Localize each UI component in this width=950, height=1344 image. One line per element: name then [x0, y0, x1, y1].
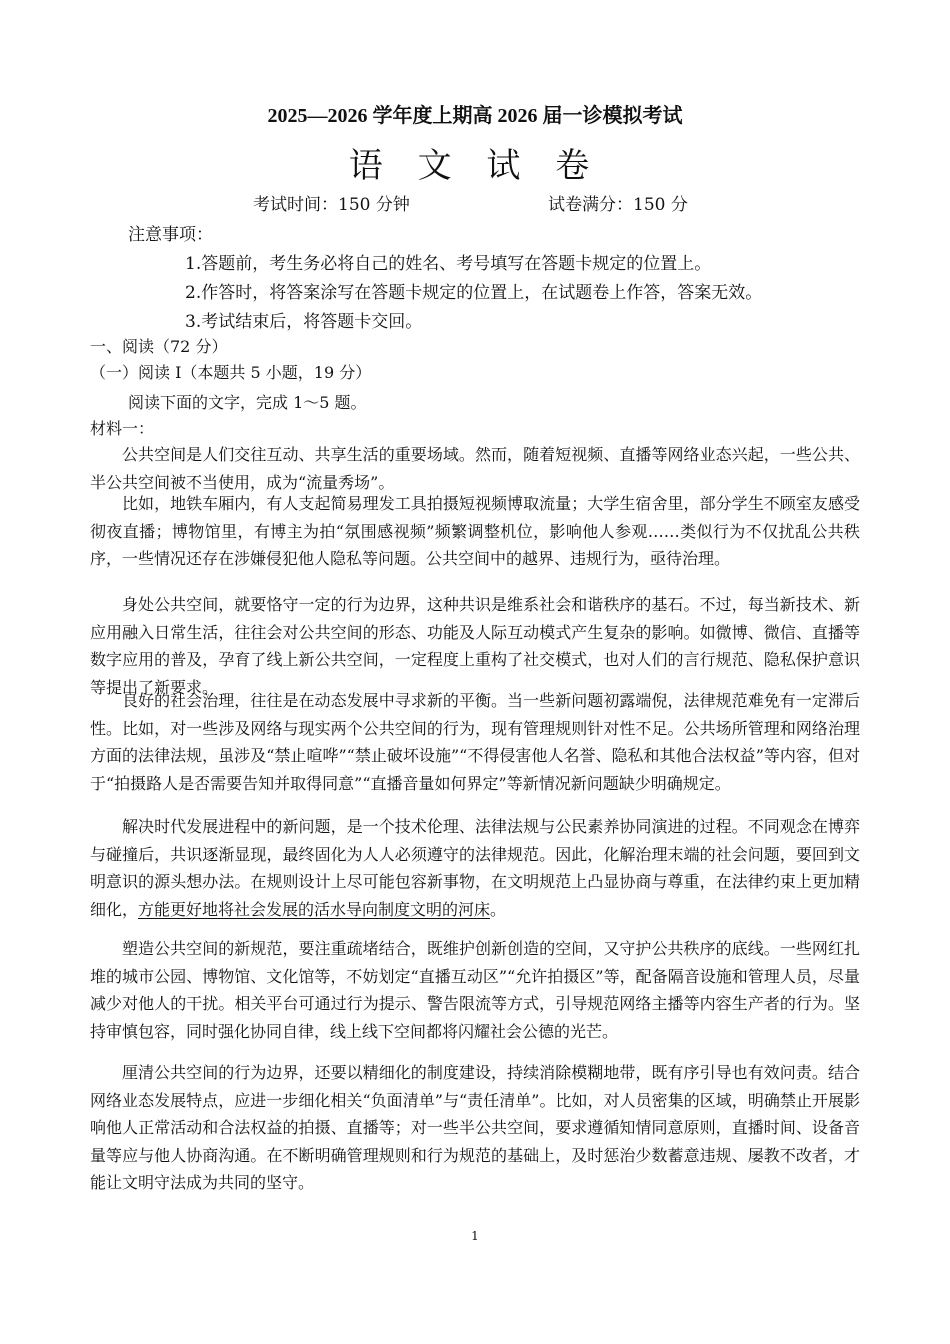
- article-paragraph: 厘清公共空间的行为边界，还要以精细化的制度建设，持续消除模糊地带，既有序引导也有效问责。结合网络业态发展特点，应进一步细化相关“负面清单”与“责任清单”。比如，对人员密集的区域，明确禁止开展影响他人正常活动和合法权益的拍摄、直播等；对一些半公共空间，要求遵循知情同意原则，直播时间、设备音量等应与他人协商沟通。在不断明确管理规则和行为规范的基础上，及时惩治少数蓄意违规、屡教不改者，才能让文明守法成为共同的坚守。: [90, 1063, 860, 1192]
- material-label: 材料一：: [90, 419, 155, 438]
- sub-section-title: （一）阅读 I（本题共 5 小题，19 分）: [90, 363, 372, 382]
- article-paragraph: 公共空间是人们交往互动、共享生活的重要场域。然而，随着短视频、直播等网络业态兴起，一些公共、半公共空间被不当使用，成为“流量秀场”。: [90, 445, 860, 492]
- paragraph-end: 。: [490, 899, 507, 919]
- article-paragraph: 塑造公共空间的新规范，要注重疏堵结合，既维护创新创造的空间，又守护公共秩序的底线。一些网红扎堆的城市公园、博物馆、文化馆等，不妨划定“直播互动区”“允许拍摄区”等，配备隔音设施和管理人员，尽量减少对他人的干扰。相关平台可通过行为提示、警告限流等方式，引导规范网络主播等内容生产者的行为。坚持审慎包容，同时强化协同自律，线上线下空间都将闪耀社会公德的光芒。: [90, 939, 860, 1041]
- paragraph-text: 解决时代发展进程中的新问题，是一个技术伦理、法律法规与公民素养协同演进的过程。不同观念在博弈与碰撞后，共识逐渐显现，最终固化为人人必须遵守的法律规范。因此，化解治理末端的社会问题，要回到文明意识的源头想办法。在规则设计上尽可能包容新事物，在文明规范上凸显协商与尊重，在法律约束上更加精细化，: [90, 817, 860, 919]
- article-paragraph: 良好的社会治理，往往是在动态发展中寻求新的平衡。当一些新问题初露端倪，法律规范难免有一定滞后性。比如，对一些涉及网络与现实两个公共空间的行为，现有管理规则针对性不足。公共场所管理和网络治理方面的法律法规，虽涉及“禁止喧哗”“禁止破坏设施”“不得侵害他人名誉、隐私和其他合法权益”等内容，但对于“拍摄路人是否需要告知并取得同意”“直播音量如何界定”等新情况新问题缺少明确规定。: [90, 691, 860, 793]
- article-paragraph: 身处公共空间，就要恪守一定的行为边界，这种共识是维系社会和谐秩序的基石。不过，每当新技术、新应用融入日常生活，往往会对公共空间的形态、功能及人际互动模式产生复杂的影响。如微博、微信、直播等数字应用的普及，孕育了线上新公共空间，一定程度上重构了社交模式，也对人们的言行规范、隐私保护意识等提出了新要求。: [90, 595, 860, 697]
- exam-title: 2025—2026 学年度上期高 2026 届一诊模拟考试: [267, 105, 683, 127]
- article-paragraph-underlined: [90, 813, 860, 923]
- underlined-sentence: 方能更好地将社会发展的活水导向制度文明的河床: [138, 899, 491, 919]
- note-item: 1.答题前，考生务必将自己的姓名、考号填写在答题卡规定的位置上。: [185, 254, 712, 274]
- article-paragraph: 比如，地铁车厢内，有人支起简易理发工具拍摄短视频博取流量；大学生宿舍里，部分学生不顾室友感受彻夜直播；博物馆里，有博主为拍“氛围感视频”频繁调整机位，影响他人参观……类似行为不仅扰乱公共秩序，一些情况还存在涉嫌侵犯他人隐私等问题。公共空间中的越界、违规行为，亟待治理。: [90, 494, 860, 568]
- exam-time: 考试时间：150 分钟: [253, 195, 410, 215]
- note-item: 2.作答时，将答案涂写在答题卡规定的位置上，在试题卷上作答，答案无效。: [185, 283, 763, 303]
- note-item: 3.考试结束后，将答题卡交回。: [185, 312, 423, 332]
- subject-title: 语 文 试 卷: [348, 146, 602, 186]
- notes-heading: 注意事项：: [128, 225, 213, 245]
- page-number: 1: [471, 1229, 479, 1243]
- part-title: 一、阅读（72 分）: [90, 337, 228, 356]
- reading-instruction: 阅读下面的文字，完成 1～5 题。: [128, 393, 367, 412]
- full-score: 试卷满分：150 分: [548, 195, 688, 215]
